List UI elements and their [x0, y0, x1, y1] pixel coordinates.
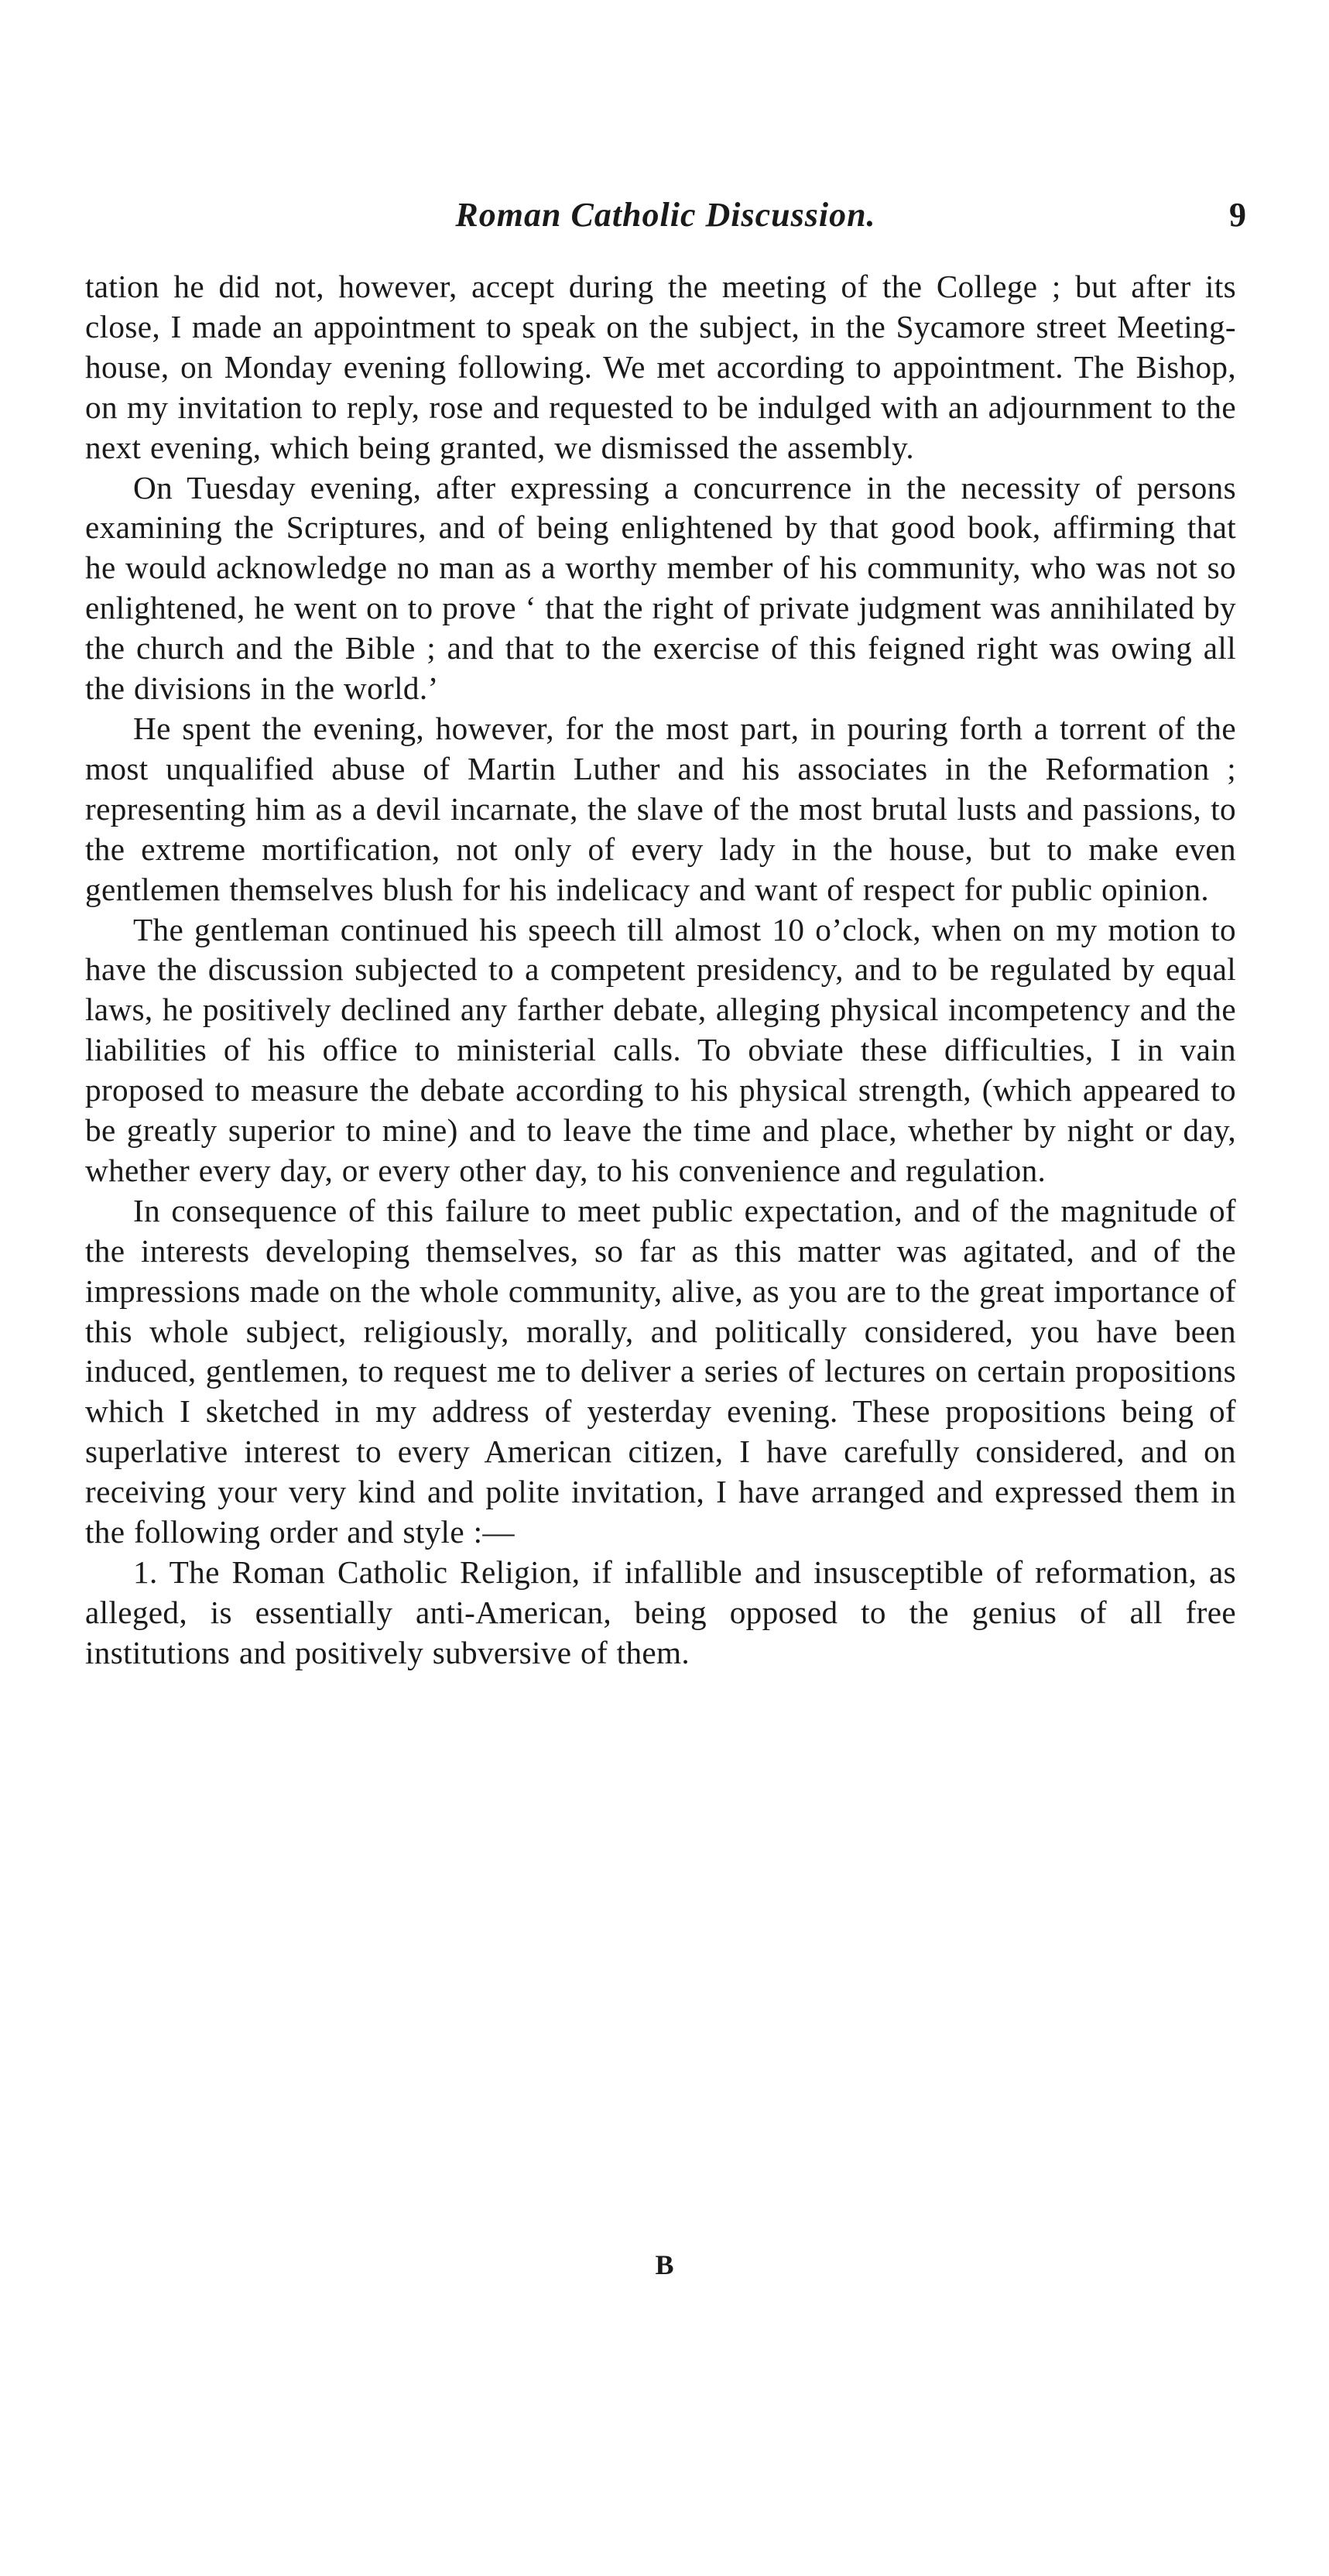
proposition-text: The Roman Catholic Religion, if infallible and insusceptible of reformation, as alleged, is essentially anti-American, being opposed to the genius of all free institutions and positively subversive of them.	[85, 1554, 1237, 1670]
running-head	[85, 195, 1246, 242]
running-title: Roman Catholic Discussion.	[455, 196, 876, 234]
paragraph-declined-debate: The gentleman continued his speech till almost 10 o’clock, when on my motion to have the discussion subjected to a competent presidency, and to be regulated by equal laws, he positively declined any farther debate, alleging physical incompetency and the liabilities of his office to ministerial calls. To obviate these difficulties, I in vain proposed to measure the debate according to his physical strength, (which appeared to be greatly superior to mine) and to leave the time and place, whether by night or day, whether every day, or every other day, to his convenience and regulation.	[85, 911, 1236, 1188]
proposition-number: 1.	[133, 1554, 158, 1590]
signature-mark: B	[655, 2249, 674, 2280]
proposition-item	[85, 1553, 1236, 1673]
paragraph-continuation: tation he did not, however, accept during the meeting of the College ; but after its close, I made an appointment to speak on the subject, in the Sycamore street Meeting-house, on Monday evening following. We met according to appointment. The Bishop, on my invitation to reply, rose and requested to be indulged with an adjournment to the next evening, which being granted, we dismissed the assembly.	[85, 269, 1236, 465]
paragraph-abuse-of-luther: He spent the evening, however, for the most part, in pouring forth a torrent of the most unqualified abuse of Martin Luther and his associates in the Reformation ; representing him as a devil incarnate, the slave of the most brutal lusts and passions, to the extreme mortification, not only of every lady in the house, but to make even gentlemen themselves blush for his indelicacy and want of respect for public opinion.	[85, 710, 1236, 907]
paragraph-tuesday-evening: On Tuesday evening, after expressing a concurrence in the necessity of persons examining the Scriptures, and of being enlightened by that good book, affirming that he would acknowledge no man as a worthy member of his community, who was not so enlightened, he went on to prove ‘ that the right of private judgment was annihilated by the church and the Bible ; and that to the exercise of this feigned right was owing all the divisions in the world.’	[85, 469, 1236, 707]
body-text	[85, 267, 1236, 1673]
page-number: 9	[1229, 196, 1246, 234]
paragraph-request-lectures: In consequence of this failure to meet public expectation, and of the magnitude of the interests developing themselves, so far as this matter was agitated, and of the impressions made on the whole community, alive, as you are to the great importance of this whole subject, religiously, morally, and politically considered, you have been induced, gentlemen, to request me to deliver a series of lectures on certain propositions which I sketched in my address of yesterday evening. These propositions being of superlative interest to every American citizen, I have carefully considered, and on receiving your very kind and polite invitation, I have arranged and expressed them in the following order and style :—	[85, 1192, 1236, 1550]
